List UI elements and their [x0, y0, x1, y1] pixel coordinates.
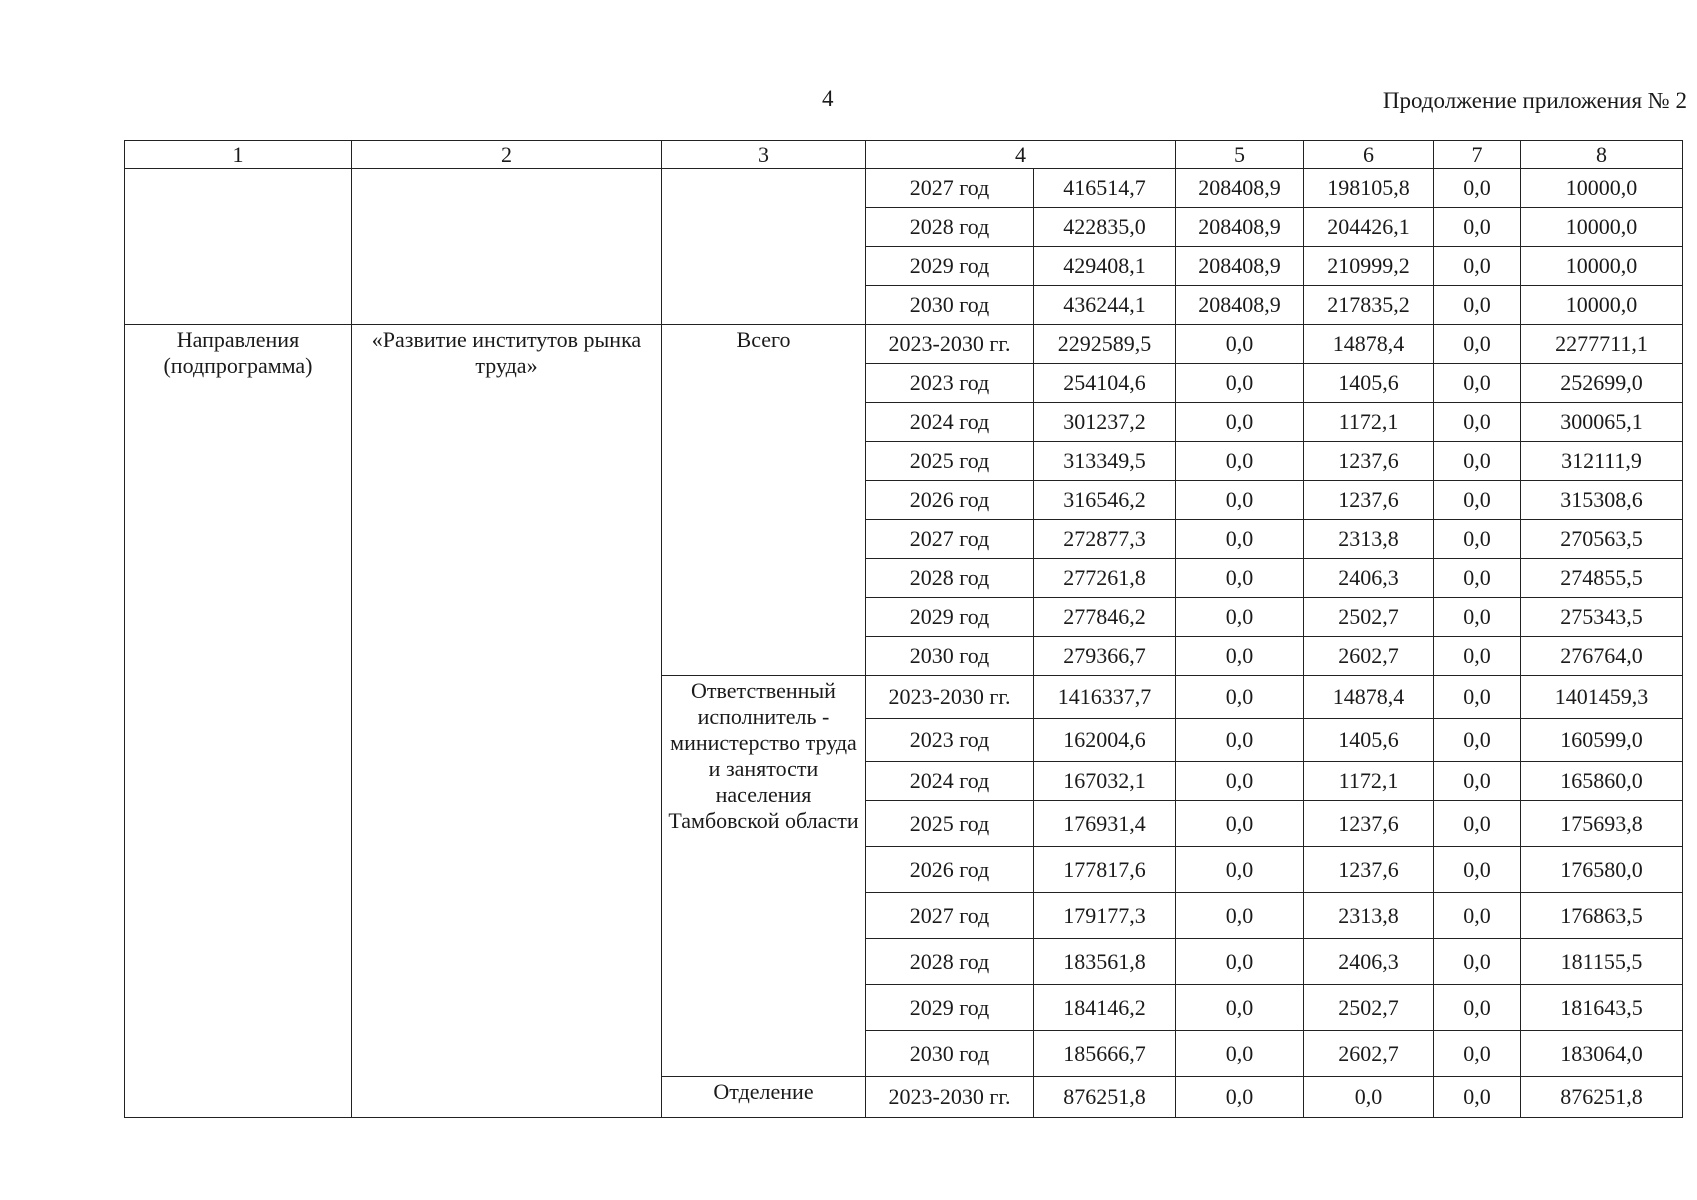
- header-col-8: 8: [1521, 141, 1683, 169]
- total-cell: 167032,1: [1034, 762, 1176, 801]
- local-cell: 0,0: [1434, 559, 1521, 598]
- table-row: [125, 325, 1683, 364]
- period-cell: 2028 год: [866, 208, 1034, 247]
- regional-cell: 2602,7: [1304, 637, 1434, 676]
- header-col-4: 4: [866, 141, 1176, 169]
- regional-cell: 1172,1: [1304, 762, 1434, 801]
- total-cell: 416514,7: [1034, 169, 1176, 208]
- header-col-1: 1: [125, 141, 352, 169]
- federal-cell: 208408,9: [1176, 208, 1304, 247]
- federal-cell: 0,0: [1176, 719, 1304, 762]
- local-cell: 0,0: [1434, 1077, 1521, 1118]
- federal-cell: 208408,9: [1176, 247, 1304, 286]
- header-col-6: 6: [1304, 141, 1434, 169]
- local-cell: 0,0: [1434, 481, 1521, 520]
- table-row: [125, 169, 1683, 208]
- federal-cell: 0,0: [1176, 847, 1304, 893]
- federal-cell: 208408,9: [1176, 286, 1304, 325]
- federal-cell: 0,0: [1176, 481, 1304, 520]
- local-cell: 0,0: [1434, 247, 1521, 286]
- regional-cell: 204426,1: [1304, 208, 1434, 247]
- local-cell: 0,0: [1434, 442, 1521, 481]
- page-number: 4: [822, 86, 834, 111]
- federal-cell: 0,0: [1176, 364, 1304, 403]
- federal-cell: 0,0: [1176, 403, 1304, 442]
- extrabudget-cell: 10000,0: [1521, 247, 1683, 286]
- extrabudget-cell: 876251,8: [1521, 1077, 1683, 1118]
- extrabudget-cell: 10000,0: [1521, 208, 1683, 247]
- local-cell: 0,0: [1434, 169, 1521, 208]
- local-cell: 0,0: [1434, 676, 1521, 719]
- local-cell: 0,0: [1434, 208, 1521, 247]
- extrabudget-cell: 2277711,1: [1521, 325, 1683, 364]
- federal-cell: 0,0: [1176, 442, 1304, 481]
- total-cell: 162004,6: [1034, 719, 1176, 762]
- extrabudget-cell: 300065,1: [1521, 403, 1683, 442]
- total-cell: 316546,2: [1034, 481, 1176, 520]
- federal-cell: 0,0: [1176, 637, 1304, 676]
- extrabudget-cell: 181155,5: [1521, 939, 1683, 985]
- period-cell: 2025 год: [866, 801, 1034, 847]
- extrabudget-cell: 252699,0: [1521, 364, 1683, 403]
- extrabudget-cell: 274855,5: [1521, 559, 1683, 598]
- local-cell: 0,0: [1434, 637, 1521, 676]
- federal-cell: 0,0: [1176, 676, 1304, 719]
- period-cell: 2024 год: [866, 762, 1034, 801]
- extrabudget-cell: 183064,0: [1521, 1031, 1683, 1077]
- total-cell: 177817,6: [1034, 847, 1176, 893]
- period-cell: 2023-2030 гг.: [866, 676, 1034, 719]
- regional-cell: 1405,6: [1304, 364, 1434, 403]
- extrabudget-cell: 312111,9: [1521, 442, 1683, 481]
- total-cell: 301237,2: [1034, 403, 1176, 442]
- regional-cell: 14878,4: [1304, 676, 1434, 719]
- regional-cell: 2602,7: [1304, 1031, 1434, 1077]
- direction-type-cell: Направления (подпрограмма): [125, 325, 352, 1118]
- period-cell: 2028 год: [866, 939, 1034, 985]
- regional-cell: 2406,3: [1304, 559, 1434, 598]
- period-cell: 2023-2030 гг.: [866, 1077, 1034, 1118]
- regional-cell: 2406,3: [1304, 939, 1434, 985]
- period-cell: 2023 год: [866, 364, 1034, 403]
- federal-cell: 208408,9: [1176, 169, 1304, 208]
- total-cell: 183561,8: [1034, 939, 1176, 985]
- period-cell: 2029 год: [866, 247, 1034, 286]
- empty-col3-cell: [662, 169, 866, 325]
- local-cell: 0,0: [1434, 520, 1521, 559]
- regional-cell: 1237,6: [1304, 442, 1434, 481]
- extrabudget-cell: 176580,0: [1521, 847, 1683, 893]
- period-cell: 2024 год: [866, 403, 1034, 442]
- column-number-header-row: [125, 141, 1683, 169]
- extrabudget-cell: 175693,8: [1521, 801, 1683, 847]
- regional-cell: 1237,6: [1304, 801, 1434, 847]
- period-cell: 2026 год: [866, 847, 1034, 893]
- extrabudget-cell: 160599,0: [1521, 719, 1683, 762]
- total-cell: 876251,8: [1034, 1077, 1176, 1118]
- federal-cell: 0,0: [1176, 325, 1304, 364]
- local-cell: 0,0: [1434, 1031, 1521, 1077]
- regional-cell: 1405,6: [1304, 719, 1434, 762]
- period-cell: 2030 год: [866, 1031, 1034, 1077]
- regional-cell: 1237,6: [1304, 481, 1434, 520]
- total-cell: 277261,8: [1034, 559, 1176, 598]
- period-cell: 2029 год: [866, 598, 1034, 637]
- total-cell: 272877,3: [1034, 520, 1176, 559]
- extrabudget-cell: 10000,0: [1521, 286, 1683, 325]
- executor-cell: Отделение: [662, 1077, 866, 1118]
- federal-cell: 0,0: [1176, 985, 1304, 1031]
- regional-cell: 2502,7: [1304, 598, 1434, 637]
- regional-cell: 198105,8: [1304, 169, 1434, 208]
- regional-cell: 2502,7: [1304, 985, 1434, 1031]
- regional-cell: 1172,1: [1304, 403, 1434, 442]
- federal-cell: 0,0: [1176, 1031, 1304, 1077]
- total-cell: 1416337,7: [1034, 676, 1176, 719]
- federal-cell: 0,0: [1176, 801, 1304, 847]
- extrabudget-cell: 176863,5: [1521, 893, 1683, 939]
- extrabudget-cell: 275343,5: [1521, 598, 1683, 637]
- local-cell: 0,0: [1434, 286, 1521, 325]
- total-cell: 179177,3: [1034, 893, 1176, 939]
- regional-cell: 14878,4: [1304, 325, 1434, 364]
- federal-cell: 0,0: [1176, 893, 1304, 939]
- period-cell: 2023 год: [866, 719, 1034, 762]
- period-cell: 2028 год: [866, 559, 1034, 598]
- total-cell: 313349,5: [1034, 442, 1176, 481]
- period-cell: 2025 год: [866, 442, 1034, 481]
- period-cell: 2027 год: [866, 169, 1034, 208]
- executor-cell: Ответственный исполнитель - министерство труда и занятости населения Тамбовской области: [662, 676, 866, 1077]
- federal-cell: 0,0: [1176, 1077, 1304, 1118]
- header-col-7: 7: [1434, 141, 1521, 169]
- local-cell: 0,0: [1434, 893, 1521, 939]
- funding-table: [124, 140, 1683, 1118]
- extrabudget-cell: 165860,0: [1521, 762, 1683, 801]
- extrabudget-cell: 315308,6: [1521, 481, 1683, 520]
- local-cell: 0,0: [1434, 598, 1521, 637]
- header-col-3: 3: [662, 141, 866, 169]
- extrabudget-cell: 181643,5: [1521, 985, 1683, 1031]
- executor-cell: Всего: [662, 325, 866, 676]
- local-cell: 0,0: [1434, 939, 1521, 985]
- regional-cell: 217835,2: [1304, 286, 1434, 325]
- header-col-5: 5: [1176, 141, 1304, 169]
- local-cell: 0,0: [1434, 325, 1521, 364]
- total-cell: 185666,7: [1034, 1031, 1176, 1077]
- local-cell: 0,0: [1434, 847, 1521, 893]
- total-cell: 422835,0: [1034, 208, 1176, 247]
- total-cell: 254104,6: [1034, 364, 1176, 403]
- regional-cell: 2313,8: [1304, 520, 1434, 559]
- federal-cell: 0,0: [1176, 598, 1304, 637]
- local-cell: 0,0: [1434, 364, 1521, 403]
- total-cell: 429408,1: [1034, 247, 1176, 286]
- period-cell: 2027 год: [866, 893, 1034, 939]
- local-cell: 0,0: [1434, 719, 1521, 762]
- total-cell: 184146,2: [1034, 985, 1176, 1031]
- extrabudget-cell: 10000,0: [1521, 169, 1683, 208]
- regional-cell: 1237,6: [1304, 847, 1434, 893]
- federal-cell: 0,0: [1176, 939, 1304, 985]
- subprogram-name-cell: «Развитие институтов рынка труда»: [352, 325, 662, 1118]
- header-col-2: 2: [352, 141, 662, 169]
- federal-cell: 0,0: [1176, 559, 1304, 598]
- total-cell: 176931,4: [1034, 801, 1176, 847]
- empty-col2-cell: [352, 169, 662, 325]
- regional-cell: 2313,8: [1304, 893, 1434, 939]
- local-cell: 0,0: [1434, 762, 1521, 801]
- extrabudget-cell: 1401459,3: [1521, 676, 1683, 719]
- period-cell: 2023-2030 гг.: [866, 325, 1034, 364]
- extrabudget-cell: 270563,5: [1521, 520, 1683, 559]
- continuation-label: Продолжение приложения № 2: [1382, 88, 1687, 113]
- local-cell: 0,0: [1434, 985, 1521, 1031]
- period-cell: 2030 год: [866, 637, 1034, 676]
- local-cell: 0,0: [1434, 801, 1521, 847]
- federal-cell: 0,0: [1176, 762, 1304, 801]
- period-cell: 2026 год: [866, 481, 1034, 520]
- period-cell: 2027 год: [866, 520, 1034, 559]
- regional-cell: 0,0: [1304, 1077, 1434, 1118]
- empty-col1-cell: [125, 169, 352, 325]
- local-cell: 0,0: [1434, 403, 1521, 442]
- extrabudget-cell: 276764,0: [1521, 637, 1683, 676]
- regional-cell: 210999,2: [1304, 247, 1434, 286]
- total-cell: 436244,1: [1034, 286, 1176, 325]
- federal-cell: 0,0: [1176, 520, 1304, 559]
- total-cell: 2292589,5: [1034, 325, 1176, 364]
- period-cell: 2030 год: [866, 286, 1034, 325]
- total-cell: 277846,2: [1034, 598, 1176, 637]
- period-cell: 2029 год: [866, 985, 1034, 1031]
- total-cell: 279366,7: [1034, 637, 1176, 676]
